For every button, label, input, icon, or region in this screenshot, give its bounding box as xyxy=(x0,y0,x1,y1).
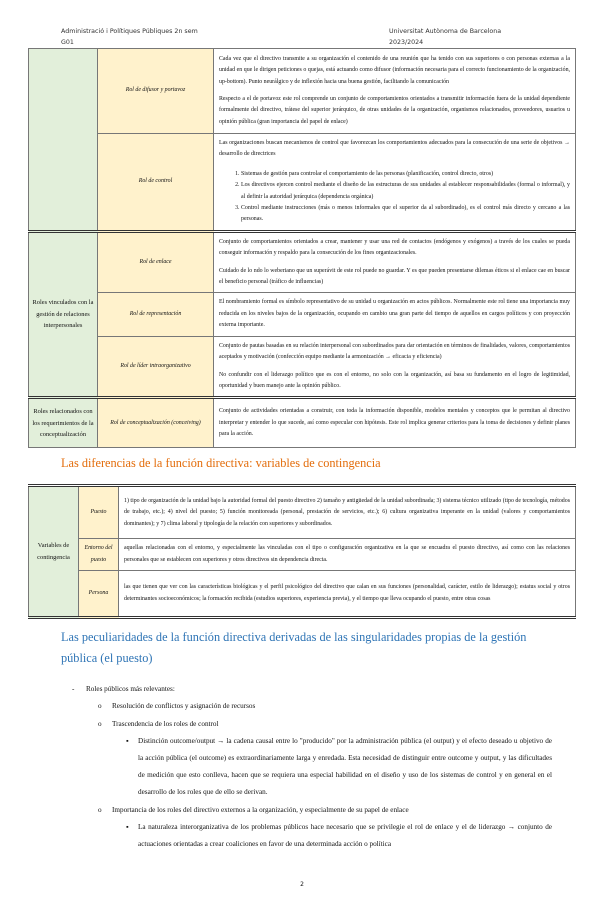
description-cell: El nombramiento formal es símbolo representativo de su unidad u organización en actos públicos. Normalmente este rol tiene una importancia muy reducida en los niveles bajos de la organización, ocupando en cambio una gran parte del tiempo de aquellos en cargos políticos y con proyección externa importante. xyxy=(214,293,576,336)
description-cell: Conjunto de pautas basadas en su relación interpersonal con subordinados para dar orientación en términos de finalidades, valores, comportamientos aceptados y motivación (confección equipo mediante la armonización → eficacia y eficiencia) No confundir con el liderazgo político que es con el entorno, no solo con la organización, así basa su fundamento en el logro de legitimidad, oportunidad y buen manejo ante la opinión público. xyxy=(214,336,576,398)
description-cell: Conjunto de comportamientos orientados a crear, mantener y usar una red de contactos (endógenos y exógenos) a través de los cuales se pueda conseguir información y respaldo para la consecución de los fines organizacionales. Cuidado de lo ndo lo weberiano que un superávit de este rol puede no guardar. Y es que pueden presentarse dilemas éticos si el enlace cae en buscar el beneficio personal (tráfico de influencias) xyxy=(214,231,576,293)
table-row xyxy=(29,293,576,336)
list-item: ▪ La naturaleza interorganizativa de los problemas públicos hace necesario que se privilegie el rol de enlace y el de liderazgo → conjunto de actuaciones orientadas a crear coaliciones en favor de una determinada acción o política xyxy=(126,822,552,848)
variable-cell: Entorno del puesto xyxy=(79,539,119,571)
description-cell: Cada vez que el directivo transmite a su organización el contenido de una reunión que ha tenido con sus superiores o con personas externas a la unidad en que le dirigen peticiones o quejas, está actuando como difusor (información necesaria para el correcto funcionamiento de la organización, up-bottom). Punto neurálgico y de inflexión hacia una buena gestión, facilitando la comunicación Respecto a el de portavoz este rol comprende un conjunto de comportamientos orientados a transmitir información fuera de la unidad dependiente formalmente del directivo, trátese del superior jerárquico, de otras unidades de la organización, organismos relacionados, proveedores, usuarios u opinión pública (gran importancia del papel de enlace) xyxy=(214,49,576,134)
list-item: ▪ Distinción outcome/output → la cadena causal entre lo "producido" por la administración pública (el output) y el efecto deseado u objetivo de la acción pública (el outcome) es extraordinariamente larga y enredada. Esta necesidad de distinguir entre outcome y output, y las dificultades de medición que esto conlleva, hacen que se requiera una especial habilidad en el diseño y uso de los sistemas de control y en general en el desarrollo de los roles que de ello se derivan. xyxy=(126,736,552,797)
role-cell: Rol de conceptualización (conceiving) xyxy=(98,398,214,448)
group-code: G01 xyxy=(61,39,74,46)
contingency-table xyxy=(28,484,576,619)
list-item: o Importancia de los roles del directivo externos a la organización, y especialmente de su papel de enlace xyxy=(98,805,409,814)
table-row xyxy=(29,539,576,571)
section-heading: Las diferencias de la función directiva: variables de contingencia xyxy=(61,456,381,471)
role-cell: Rol de control xyxy=(98,134,214,232)
group-cell xyxy=(29,49,98,232)
header-left xyxy=(61,26,198,48)
description-cell: aquellas relacionadas con el entorno, y especialmente las vinculadas con el tipo o configuración organizativa en la que se encuadra el puesto directivo, así como con las relaciones personales que se establecen con superiores y otros directivos sin dependencia directa. xyxy=(119,539,576,571)
role-cell: Rol de líder intraorganizativo xyxy=(98,336,214,398)
description-cell: las que tienen que ver con las características biológicas y el perfil psicológico del directivo que calan en sus funciones (personalidad, carácter, estilo de liderazgo); estatus social y otros determinantes socioeconómicos; la formación recibida (estudios superiores, experiencia previa), y el tiempo que lleva ocupando el puesto, entre otras cosas xyxy=(119,571,576,618)
role-cell: Rol de difusor y portavoz xyxy=(98,49,214,134)
table-row xyxy=(29,486,576,539)
role-cell: Rol de enlace xyxy=(98,231,214,293)
table-row xyxy=(29,134,576,232)
list-item: - Roles públicos más relevantes: xyxy=(72,685,175,694)
variable-cell: Persona xyxy=(79,571,119,618)
role-cell: Rol de representación xyxy=(98,293,214,336)
description-cell: Las organizaciones buscan mecanismos de control que favorezcan los comportamientos adecuados para la consecución de una serie de objetivos → desarrollo de directrices 1. Sistemas de gestión para controlar el comportamiento de las personas (planificación, control directo, otros) 2. Los directivos ejercen control mediante el diseño de las estructuras de sus unidades al establecer responsabilidades (formal o informal), y al definir la autoridad jerárquica (dependencia orgánica) 3. Control mediante instrucciones (más o menos informales que el superior da al subordinado), es el control más directo y cercano a las personas. xyxy=(214,134,576,232)
description-cell: 1) tipo de organización de la unidad bajo la autoridad formal del puesto directivo 2) tamaño y antigüedad de la unidad subordinada; 3) sistema técnico utilizado (tipo de tecnología, métodos de trabajo, etc.); 4) nivel del puesto; 5) función monitoreada (personal, prestación de servicios, etc.); 6) cultura organizativa imperante en la unidad (valores y comportamientos dominantes); y 7) clima laboral y tipología de la relación con superiores y subordinados. xyxy=(119,486,576,539)
variable-cell: Puesto xyxy=(79,486,119,539)
group-cell: Variables de contingencia xyxy=(29,486,79,618)
table-row xyxy=(29,571,576,618)
list-item: o Trascendencia de los roles de control xyxy=(98,719,219,728)
header-right xyxy=(389,26,501,48)
page-header xyxy=(0,26,600,48)
group-cell: Roles vinculados con la gestión de relaciones interpersonales xyxy=(29,231,98,397)
section-heading: Las peculiaridades de la función directiva derivadas de las singularidades propias de la gestión pública (el puesto) xyxy=(61,630,527,666)
roles-table xyxy=(28,48,576,448)
table-row xyxy=(29,398,576,448)
bullet-list xyxy=(72,681,552,853)
table-row xyxy=(29,49,576,134)
group-cell: Roles relacionados con los requerimientos de la conceptualización xyxy=(29,398,98,448)
list-item: o Resolución de conflictos y asignación de recursos xyxy=(98,702,256,711)
academic-year: 2023/2024 xyxy=(389,39,424,46)
table-row xyxy=(29,336,576,398)
table-row xyxy=(29,231,576,293)
page-number: 2 xyxy=(300,881,304,889)
university-name: Universitat Autònoma de Barcelona xyxy=(389,28,502,35)
page-content xyxy=(0,48,600,908)
description-cell: Conjunto de actividades orientadas a construir, con toda la información disponible, modelos mentales y conceptos que le permitan al directivo interpretar y entender lo que sucede, así como especular con hipótesis. Este rol implica generar criterios para la toma de decisiones y definir planes para la acción. xyxy=(214,398,576,448)
course-name: Administració i Polítiques Públiques 2n sem xyxy=(61,28,198,35)
